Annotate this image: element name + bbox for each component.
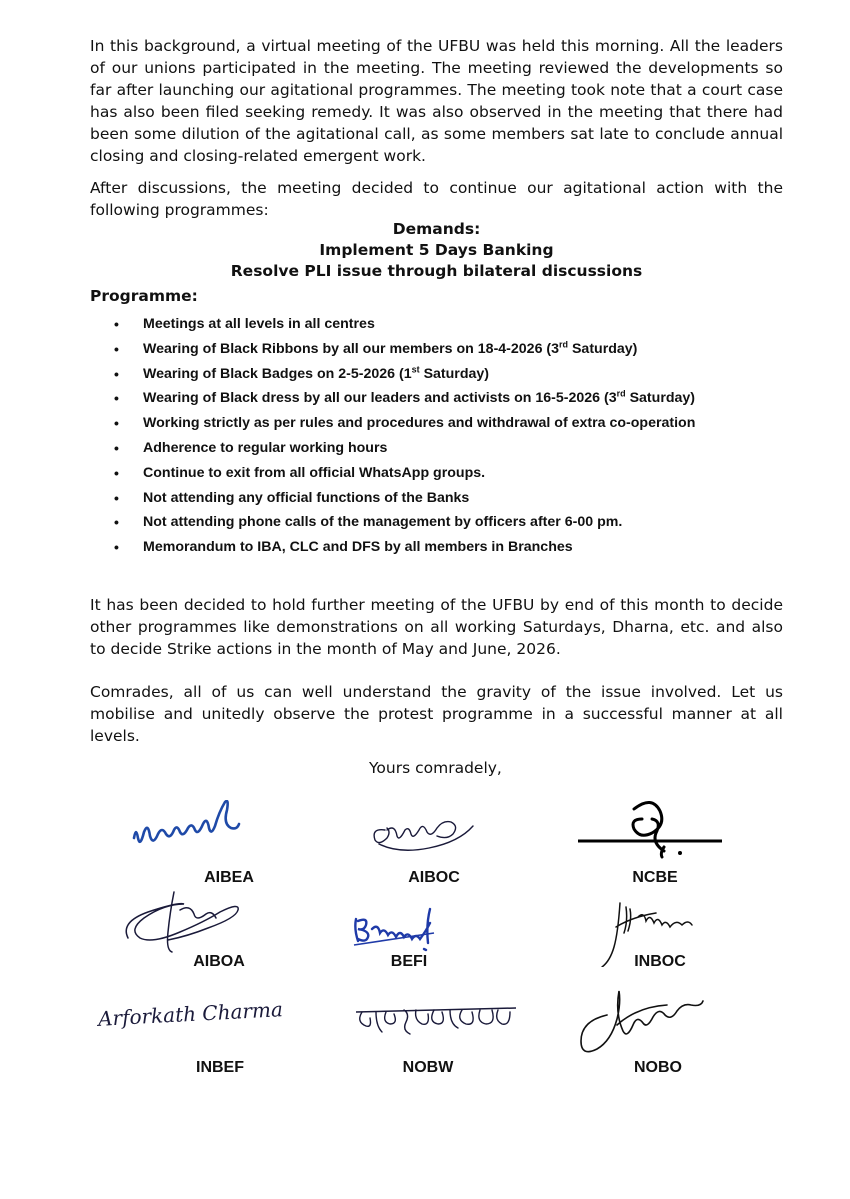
list-item: • Wearing of Black Badges on 2-5-2026 (1st Saturday) [90,363,790,388]
signatory-label: AIBOC [408,869,460,886]
signature-ncbe [576,795,726,860]
signatory-label: NCBE [632,869,678,886]
list-item: • Not attending phone calls of the management by officers after 6-00 pm. [90,511,790,536]
bullet-icon: • [114,539,119,556]
demand-item: Resolve PLI issue through bilateral discussions [230,262,643,280]
list-item: • Wearing of Black Ribbons by all our members on 18-4-2026 (3rd Saturday) [90,338,790,363]
demands-block [90,219,783,282]
signature-nobw [352,1000,522,1044]
demand-item: Implement 5 Days Banking [319,241,554,259]
signatory-label: INBEF [196,1059,244,1076]
signature-aiboa [118,888,278,956]
programme-title: Programme: [90,287,198,305]
paragraph-meeting-background: In this background, a virtual meeting of the UFBU was held this morning. All the leaders of our unions participated in the meeting. The meeting reviewed the developments so far after launching our agitational programmes. The meeting took note that a court case has also been filed seeking remedy. It was also observed in the meeting that there had been some dilution of the agitational call, as some members sat late to conclude annual closing and closing-related emergent work. [90,37,783,165]
bullet-icon: • [114,514,119,531]
bullet-icon: • [114,415,119,432]
bullet-icon: • [114,439,119,456]
bullet-icon: • [114,340,119,357]
bullet-icon: • [114,316,119,332]
bullet-icon: • [114,464,119,481]
list-item: • Not attending any official functions of the Banks [90,487,790,512]
signatory-label: INBOC [634,953,686,970]
bullet-icon: • [114,365,119,382]
list-item: • Continue to exit from all official WhatsApp groups. [90,462,790,487]
list-item: • Working strictly as per rules and procedures and withdrawal of extra co-operation [90,412,790,437]
signature-aibea [128,800,288,860]
list-item: • Memorandum to IBA, CLC and DFS by all members in Branches [90,536,790,561]
bullet-icon: • [114,390,119,407]
closing-salutation: Yours comradely, [369,759,502,777]
signatory-label: NOBO [634,1059,682,1076]
paragraph-further-meeting: It has been decided to hold further meeting of the UFBU by end of this month to decide other programmes like demonstrations on all working Saturdays, Dharna, etc. and also to decide Strike actions in the month of May and June, 2026. [90,596,783,658]
signatory-label: BEFI [390,953,428,970]
paragraph-decision: After discussions, the meeting decided to continue our agitational action with the following programmes: [90,179,783,219]
signature-befi [350,905,450,955]
bullet-icon: • [114,489,119,506]
signatory-label: AIBEA [204,869,254,886]
list-item: • Wearing of Black dress by all our leaders and activists on 16-5-2026 (3rd Saturday) [90,387,790,412]
list-item: • Adherence to regular working hours [90,437,790,462]
signature-nobo [577,985,707,1060]
signature-inbef: Arforkath Charma [97,997,284,1031]
demands-heading: Demands: [392,220,481,238]
list-item: • Meetings at all levels in all centres [90,313,790,338]
programme-list [90,313,790,561]
signature-aiboc [365,808,485,870]
signatory-label: NOBW [402,1059,454,1076]
paragraph-appeal: Comrades, all of us can well understand the gravity of the issue involved. Let us mobilise and unitedly observe the protest programme in a successful manner at all levels. [90,683,783,745]
signatory-label: AIBOA [193,953,245,970]
